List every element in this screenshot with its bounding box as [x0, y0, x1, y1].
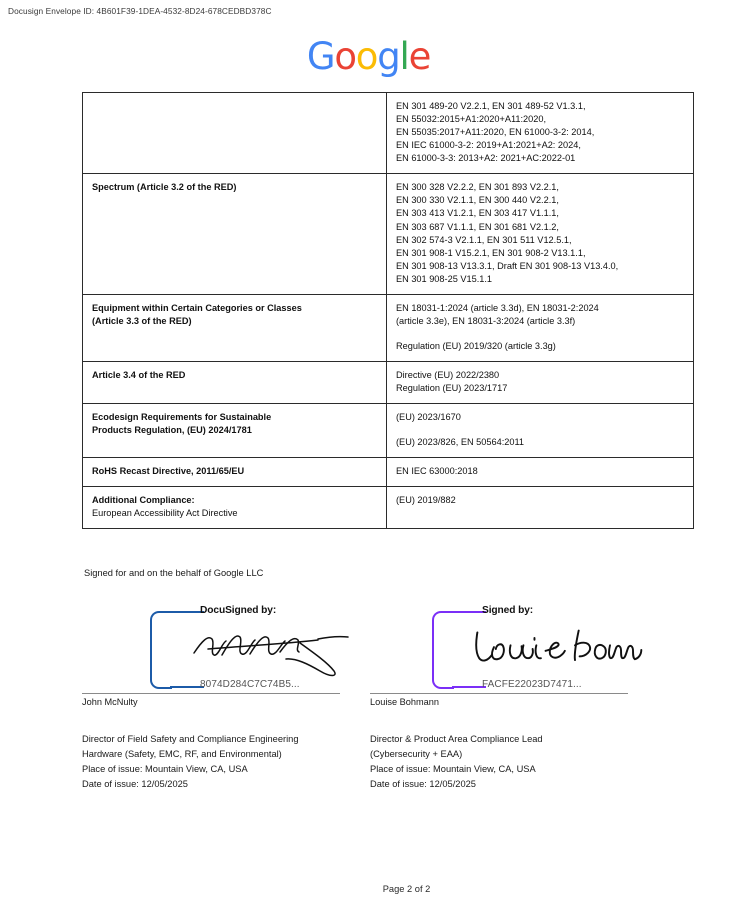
- table-cell-requirement: [83, 294, 387, 361]
- requirement-label: RoHS Recast Directive, 2011/65/EU: [92, 466, 245, 477]
- page-number: [0, 884, 737, 894]
- role-line: Date of issue: 12/05/2025: [370, 779, 476, 790]
- standards-line: EN 55032:2015+A1:2020+A11:2020,: [396, 114, 547, 125]
- google-logo-letter-4: l: [399, 35, 409, 78]
- standards-line: EN IEC 61000-3-2: 2019+A1:2021+A2: 2024,: [396, 140, 581, 151]
- requirement-label: Additional Compliance:: [92, 495, 195, 506]
- table-cell-standards: [387, 487, 694, 529]
- table-row: [83, 487, 694, 529]
- role-line: Place of issue: Mountain View, CA, USA: [82, 764, 248, 775]
- standards-line: EN 300 328 V2.2.2, EN 301 893 V2.2.1,: [396, 182, 559, 193]
- standards-line: EN 18031-1:2024 (article 3.3d), EN 18031-2:2024: [396, 302, 599, 313]
- table-row: [83, 404, 694, 458]
- compliance-standards-table: [82, 92, 694, 529]
- standards-line: EN 301 908-25 V15.1.1: [396, 273, 493, 284]
- standards-line: (EU) 2023/1670: [396, 412, 461, 423]
- signature-block-john-mcnulty: [82, 605, 367, 725]
- standards-line: EN 303 413 V1.2.1, EN 303 417 V1.1.1,: [396, 208, 559, 219]
- standards-line: EN 55035:2017+A11:2020, EN 61000-3-2: 2014,: [396, 127, 595, 138]
- role-line: Director & Product Area Compliance Lead: [370, 734, 543, 744]
- handwritten-signature-louise-bohmann: [470, 619, 645, 679]
- google-logo-letter-2: o: [355, 35, 378, 78]
- standards-line: Directive (EU) 2022/2380: [396, 370, 500, 380]
- standards-line: (EU) 2019/882: [396, 495, 456, 506]
- signature-area: [82, 605, 682, 725]
- standards-line: EN 61000-3-3: 2013+A2: 2021+AC:2022-01: [396, 153, 576, 164]
- docusign-stamp-label: Signed by:: [482, 605, 534, 616]
- requirement-label: Equipment within Certain Categories or Classes: [92, 302, 302, 313]
- table-row: [83, 458, 694, 487]
- docusign-bracket-arm-bottom: [170, 686, 204, 688]
- docusign-bracket-arm-top: [170, 611, 204, 613]
- table-cell-requirement: [83, 404, 387, 458]
- page-number-label: Page 2 of 2: [382, 884, 431, 894]
- docusign-bracket-icon: [432, 611, 454, 689]
- role-line: (Cybersecurity + EAA): [370, 749, 463, 760]
- table-cell-standards: [387, 294, 694, 361]
- docusign-bracket-arm-bottom: [452, 686, 486, 688]
- table-row: [83, 174, 694, 295]
- standards-line: (EU) 2023/826, EN 50564:2011: [396, 437, 525, 448]
- signatory-name: Louise Bohmann: [370, 697, 439, 707]
- requirement-label: Spectrum (Article 3.2 of the RED): [92, 182, 237, 193]
- signature-line: [82, 693, 340, 694]
- table-cell-standards: [387, 93, 694, 174]
- signature-block-louise-bohmann: [370, 605, 655, 725]
- docusign-stamp-john-mcnulty: [150, 605, 365, 693]
- signature-line: [370, 693, 628, 694]
- requirement-sublabel: Products Regulation, (EU) 2024/1781: [92, 425, 252, 436]
- google-logo-letter-1: o: [334, 35, 356, 78]
- signed-for-text: Signed for and on the behalf of Google LLC: [84, 568, 264, 578]
- role-line: Hardware (Safety, EMC, RF, and Environmental): [82, 749, 282, 760]
- signatory-name: John McNulty: [82, 697, 138, 707]
- docusign-stamp-hash: 8074D284C7C74B5...: [200, 679, 300, 690]
- table-cell-requirement: [83, 362, 387, 404]
- docusign-stamp-label: DocuSigned by:: [200, 605, 277, 616]
- requirement-sublabel: European Accessibility Act Directive: [92, 508, 238, 519]
- role-line: Director of Field Safety and Compliance Engineering: [82, 734, 299, 744]
- table-cell-standards: [387, 174, 694, 295]
- role-line: Date of issue: 12/05/2025: [82, 779, 188, 790]
- google-logo: [0, 35, 737, 78]
- standards-line: EN 303 687 V1.1.1, EN 301 681 V2.1.2,: [396, 221, 559, 232]
- standards-line: EN 301 908-13 V13.3.1, Draft EN 301 908-13 V13.4.0,: [396, 260, 619, 271]
- standards-line: EN 301 489-20 V2.2.1, EN 301 489-52 V1.3.1,: [396, 101, 586, 111]
- standards-line: EN 300 330 V2.1.1, EN 300 440 V2.2.1,: [396, 195, 559, 206]
- standards-line: Regulation (EU) 2023/1717: [396, 383, 508, 394]
- google-logo-letter-3: g: [377, 35, 400, 78]
- standards-line: EN 301 908-1 V15.2.1, EN 301 908-2 V13.1.1,: [396, 247, 586, 258]
- google-logo-letter-0: G: [306, 35, 335, 78]
- requirement-label: Article 3.4 of the RED: [92, 370, 186, 380]
- standards-line: (article 3.3e), EN 18031-3:2024 (article 3.3f): [396, 315, 576, 326]
- requirement-sublabel: (Article 3.3 of the RED): [92, 315, 192, 326]
- standards-line-spacer: [396, 328, 684, 340]
- standards-line: EN IEC 63000:2018: [396, 466, 478, 477]
- standards-line-spacer: [396, 424, 684, 436]
- signatory-role-john-mcnulty: [82, 732, 367, 792]
- docusign-bracket-arm-top: [452, 611, 486, 613]
- table-cell-requirement: [83, 487, 387, 529]
- standards-line: Regulation (EU) 2019/320 (article 3.3g): [396, 340, 556, 351]
- table-cell-standards: [387, 404, 694, 458]
- table-row: [83, 294, 694, 361]
- table-cell-requirement: [83, 458, 387, 487]
- table-cell-requirement: [83, 93, 387, 174]
- google-logo-text: [306, 35, 431, 78]
- table-row: [83, 93, 694, 174]
- docusign-stamp-hash: FACFE22023D7471...: [482, 679, 582, 690]
- table-row: [83, 362, 694, 404]
- handwritten-signature-john-mcnulty: [188, 619, 363, 679]
- role-line: Place of issue: Mountain View, CA, USA: [370, 764, 536, 775]
- docusign-bracket-icon: [150, 611, 172, 689]
- table-cell-standards: [387, 458, 694, 487]
- table-cell-requirement: [83, 174, 387, 295]
- table-cell-standards: [387, 362, 694, 404]
- signatory-role-louise-bohmann: [370, 732, 655, 792]
- docusign-stamp-louise-bohmann: [432, 605, 647, 693]
- standards-line: EN 302 574-3 V2.1.1, EN 301 511 V12.5.1,: [396, 234, 572, 245]
- requirement-label: Ecodesign Requirements for Sustainable: [92, 412, 272, 423]
- google-logo-letter-5: e: [408, 35, 431, 78]
- docusign-envelope-id: Docusign Envelope ID: 4B601F39-1DEA-4532-8D24-678CEDBD378C: [8, 6, 272, 16]
